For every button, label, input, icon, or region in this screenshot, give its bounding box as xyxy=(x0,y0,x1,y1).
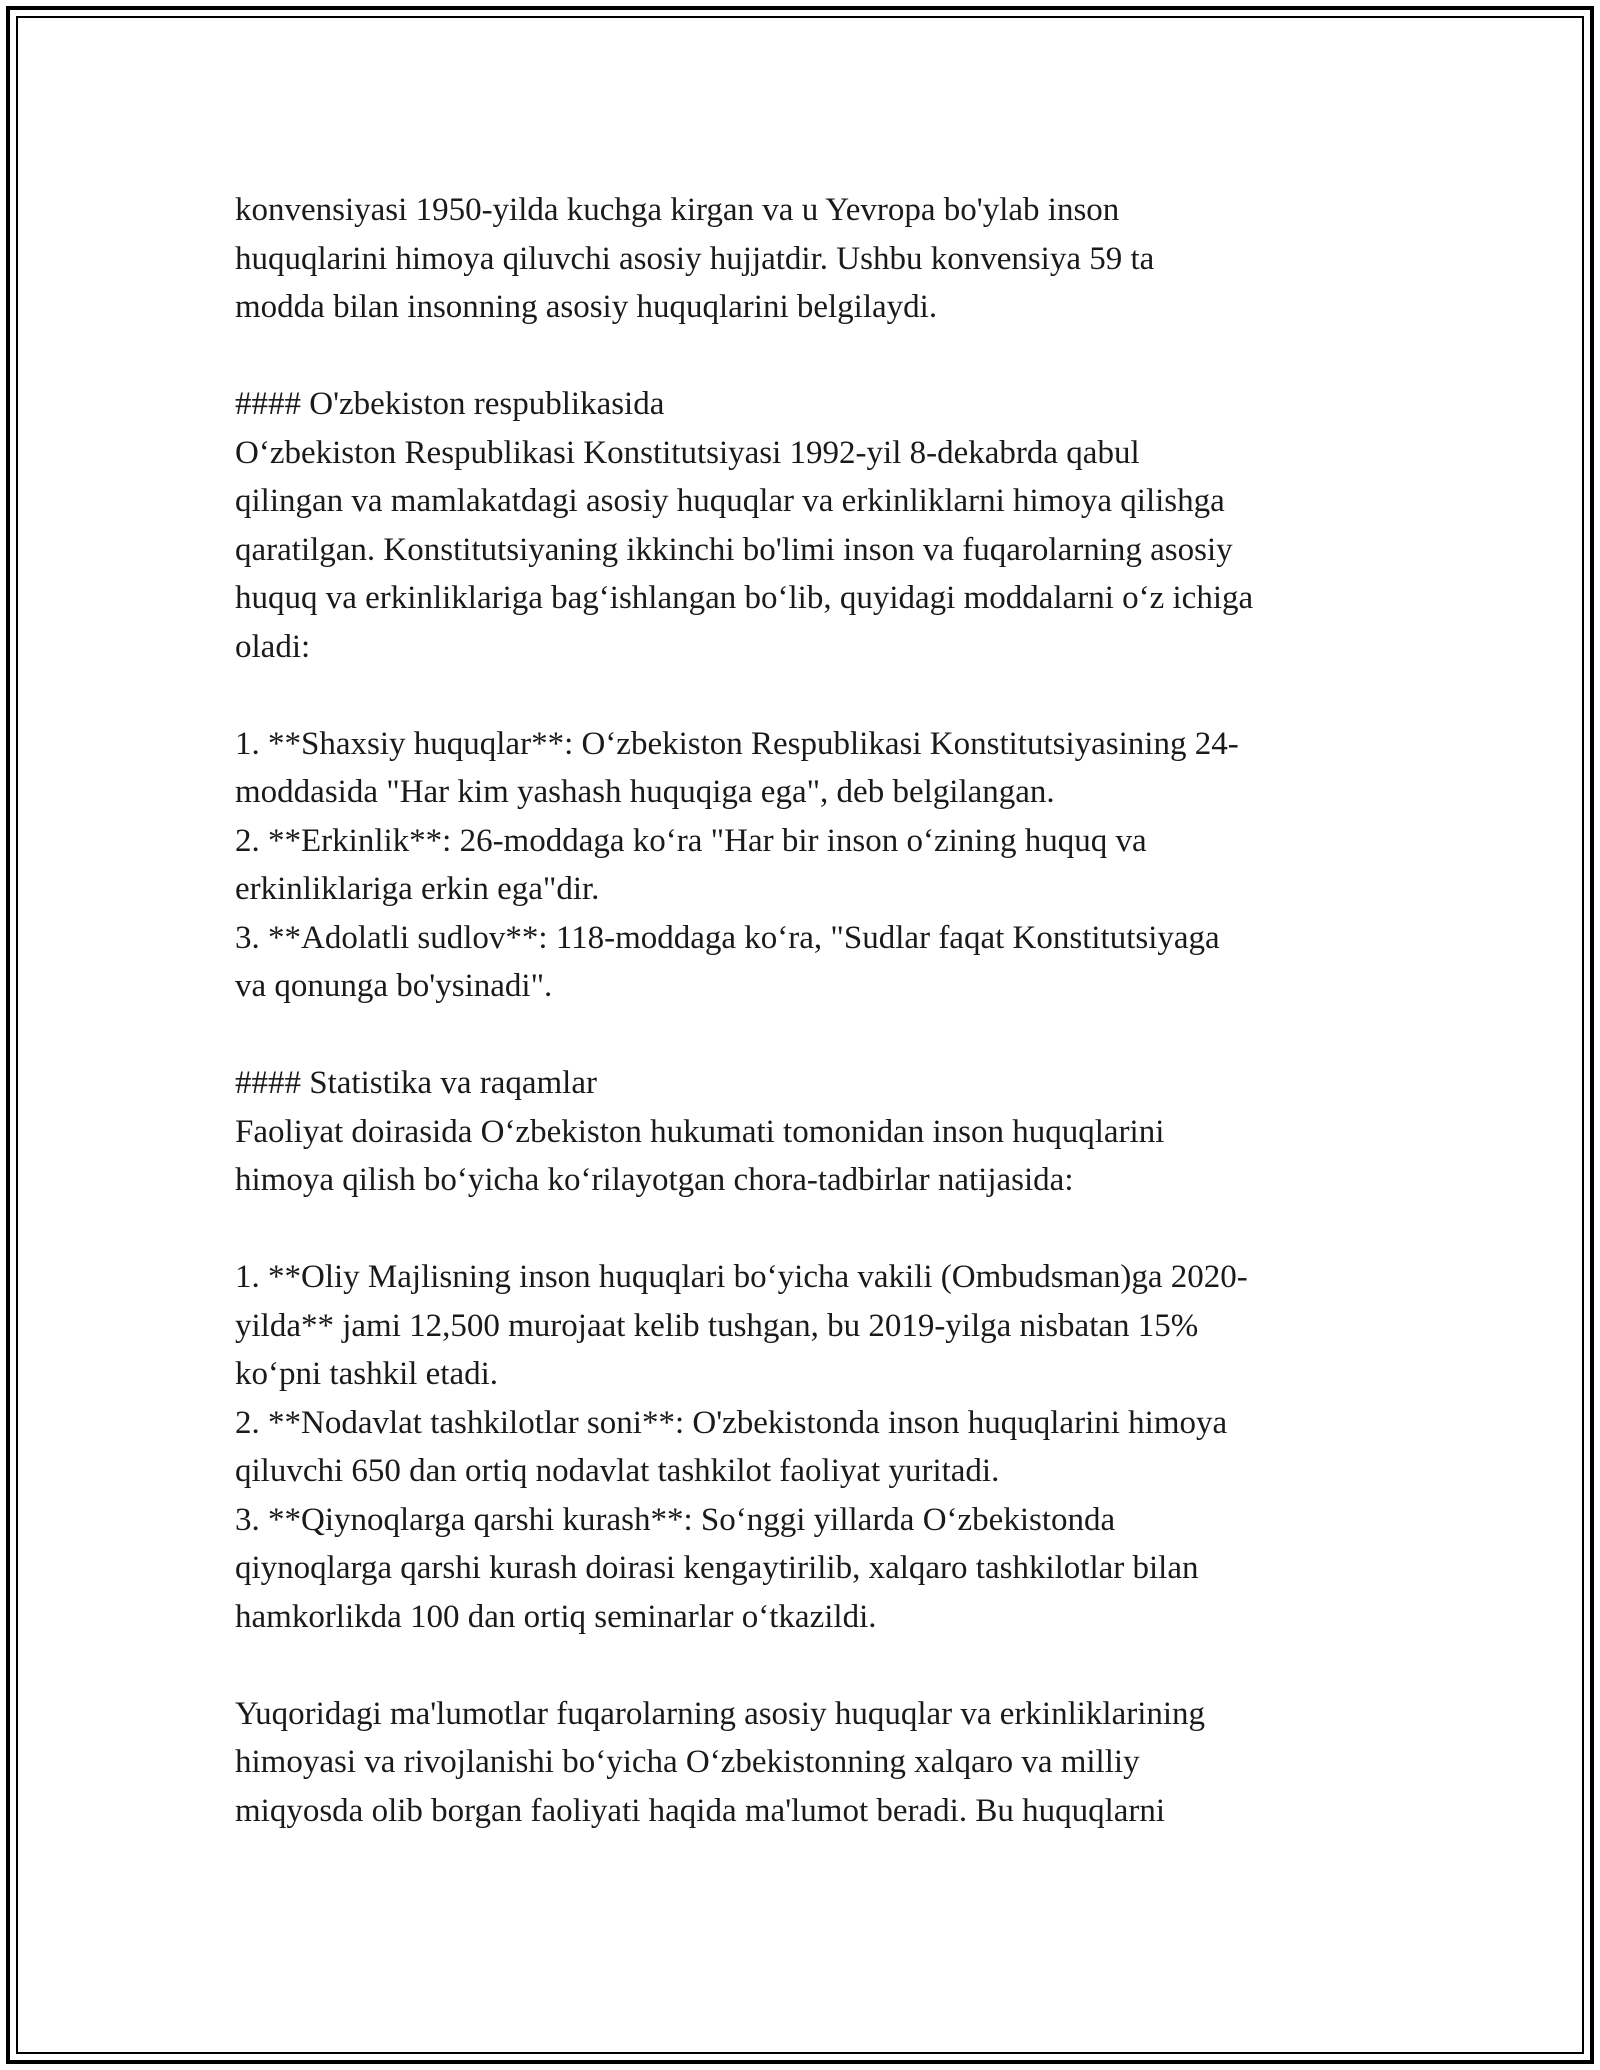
list-item-line: 3. **Adolatli sudlov**: 118-moddaga ko‘ra, "Sudlar faqat Konstitutsiyaga xyxy=(235,919,1220,956)
intro-paragraph xyxy=(235,186,1395,332)
text-line: Yuqoridagi ma'lumotlar fuqarolarning asosiy huquqlar va erkinliklarining xyxy=(235,1695,1206,1732)
list-item-line: hamkorlikda 100 dan ortiq seminarlar o‘tkazildi. xyxy=(235,1598,877,1635)
closing-paragraph xyxy=(235,1690,1395,1836)
list-item-line: qiluvchi 650 dan ortiq nodavlat tashkilot faoliyat yuritadi. xyxy=(235,1453,1000,1489)
text-line: oladi: xyxy=(235,628,311,665)
text-line: qaratilgan. Konstitutsiyaning ikkinchi bo'limi inson va fuqarolarning asosiy xyxy=(235,531,1233,568)
text-line: modda bilan insonning asosiy huquqlarini belgilaydi. xyxy=(235,289,938,325)
text-line: huquq va erkinliklariga bag‘ishlangan bo‘lib, quyidagi moddalarni o‘z ichiga xyxy=(235,580,1254,616)
list-item-line: yilda** jami 12,500 murojaat kelib tushgan, bu 2019-yilga nisbatan 15% xyxy=(235,1307,1199,1344)
list-item-line: 1. **Oliy Majlisning inson huquqlari bo‘yicha vakili (Ombudsman)ga 2020- xyxy=(235,1259,1248,1295)
text-line: huquqlarini himoya qiluvchi asosiy hujjatdir. Ushbu konvensiya 59 ta xyxy=(235,240,1155,277)
text-line: himoyasi va rivojlanishi bo‘yicha O‘zbekistonning xalqaro va milliy xyxy=(235,1744,1140,1780)
text-line: Faoliyat doirasida O‘zbekiston hukumati tomonidan inson huquqlarini xyxy=(235,1113,1165,1150)
section-heading: #### Statistika va raqamlar xyxy=(235,1065,597,1101)
paragraph-gap xyxy=(235,1641,1395,1690)
list-item-line: erkinliklariga erkin ega"dir. xyxy=(235,871,600,907)
list-item-line: ko‘pni tashkil etadi. xyxy=(235,1356,499,1392)
list-item-line: 2. **Nodavlat tashkilotlar soni**: O'zbekistonda inson huquqlarini himoya xyxy=(235,1404,1228,1441)
text-line: qilingan va mamlakatdagi asosiy huquqlar va erkinliklarni himoya qilishga xyxy=(235,483,1225,519)
paragraph-gap xyxy=(235,332,1395,381)
list-item-line: 1. **Shaxsiy huquqlar**: O‘zbekiston Respublikasi Konstitutsiyasining 24- xyxy=(235,725,1239,762)
statistics-list xyxy=(235,1253,1395,1641)
text-line: miqyosda olib borgan faoliyati haqida ma'lumot beradi. Bu huquqlarni xyxy=(235,1792,1166,1829)
list-item-line: 2. **Erkinlik**: 26-moddaga ko‘ra "Har bir inson o‘zining huquq va xyxy=(235,822,1147,859)
list-item-line: moddasida "Har kim yashash huquqiga ega", deb belgilangan. xyxy=(235,774,1055,810)
paragraph-gap xyxy=(235,1205,1395,1254)
text-line: konvensiyasi 1950-yilda kuchga kirgan va u Yevropa bo'ylab inson xyxy=(235,192,1120,228)
section-heading: #### O'zbekiston respublikasida xyxy=(235,386,665,422)
document-body xyxy=(235,186,1395,1835)
list-item-line: va qonunga bo'ysinadi". xyxy=(235,968,553,1004)
rights-list xyxy=(235,720,1395,1011)
statistics-section xyxy=(235,1059,1395,1205)
list-item-line: qiynoqlarga qarshi kurash doirasi kengaytirilib, xalqaro tashkilotlar bilan xyxy=(235,1550,1199,1586)
paragraph-gap xyxy=(235,1011,1395,1060)
text-line: himoya qilish bo‘yicha ko‘rilayotgan chora-tadbirlar natijasida: xyxy=(235,1162,1074,1198)
list-item-line: 3. **Qiynoqlarga qarshi kurash**: So‘nggi yillarda O‘zbekistonda xyxy=(235,1501,1116,1538)
paragraph-gap xyxy=(235,671,1395,720)
uzbekistan-section xyxy=(235,380,1395,671)
text-line: O‘zbekiston Respublikasi Konstitutsiyasi 1992-yil 8-dekabrda qabul xyxy=(235,434,1140,471)
